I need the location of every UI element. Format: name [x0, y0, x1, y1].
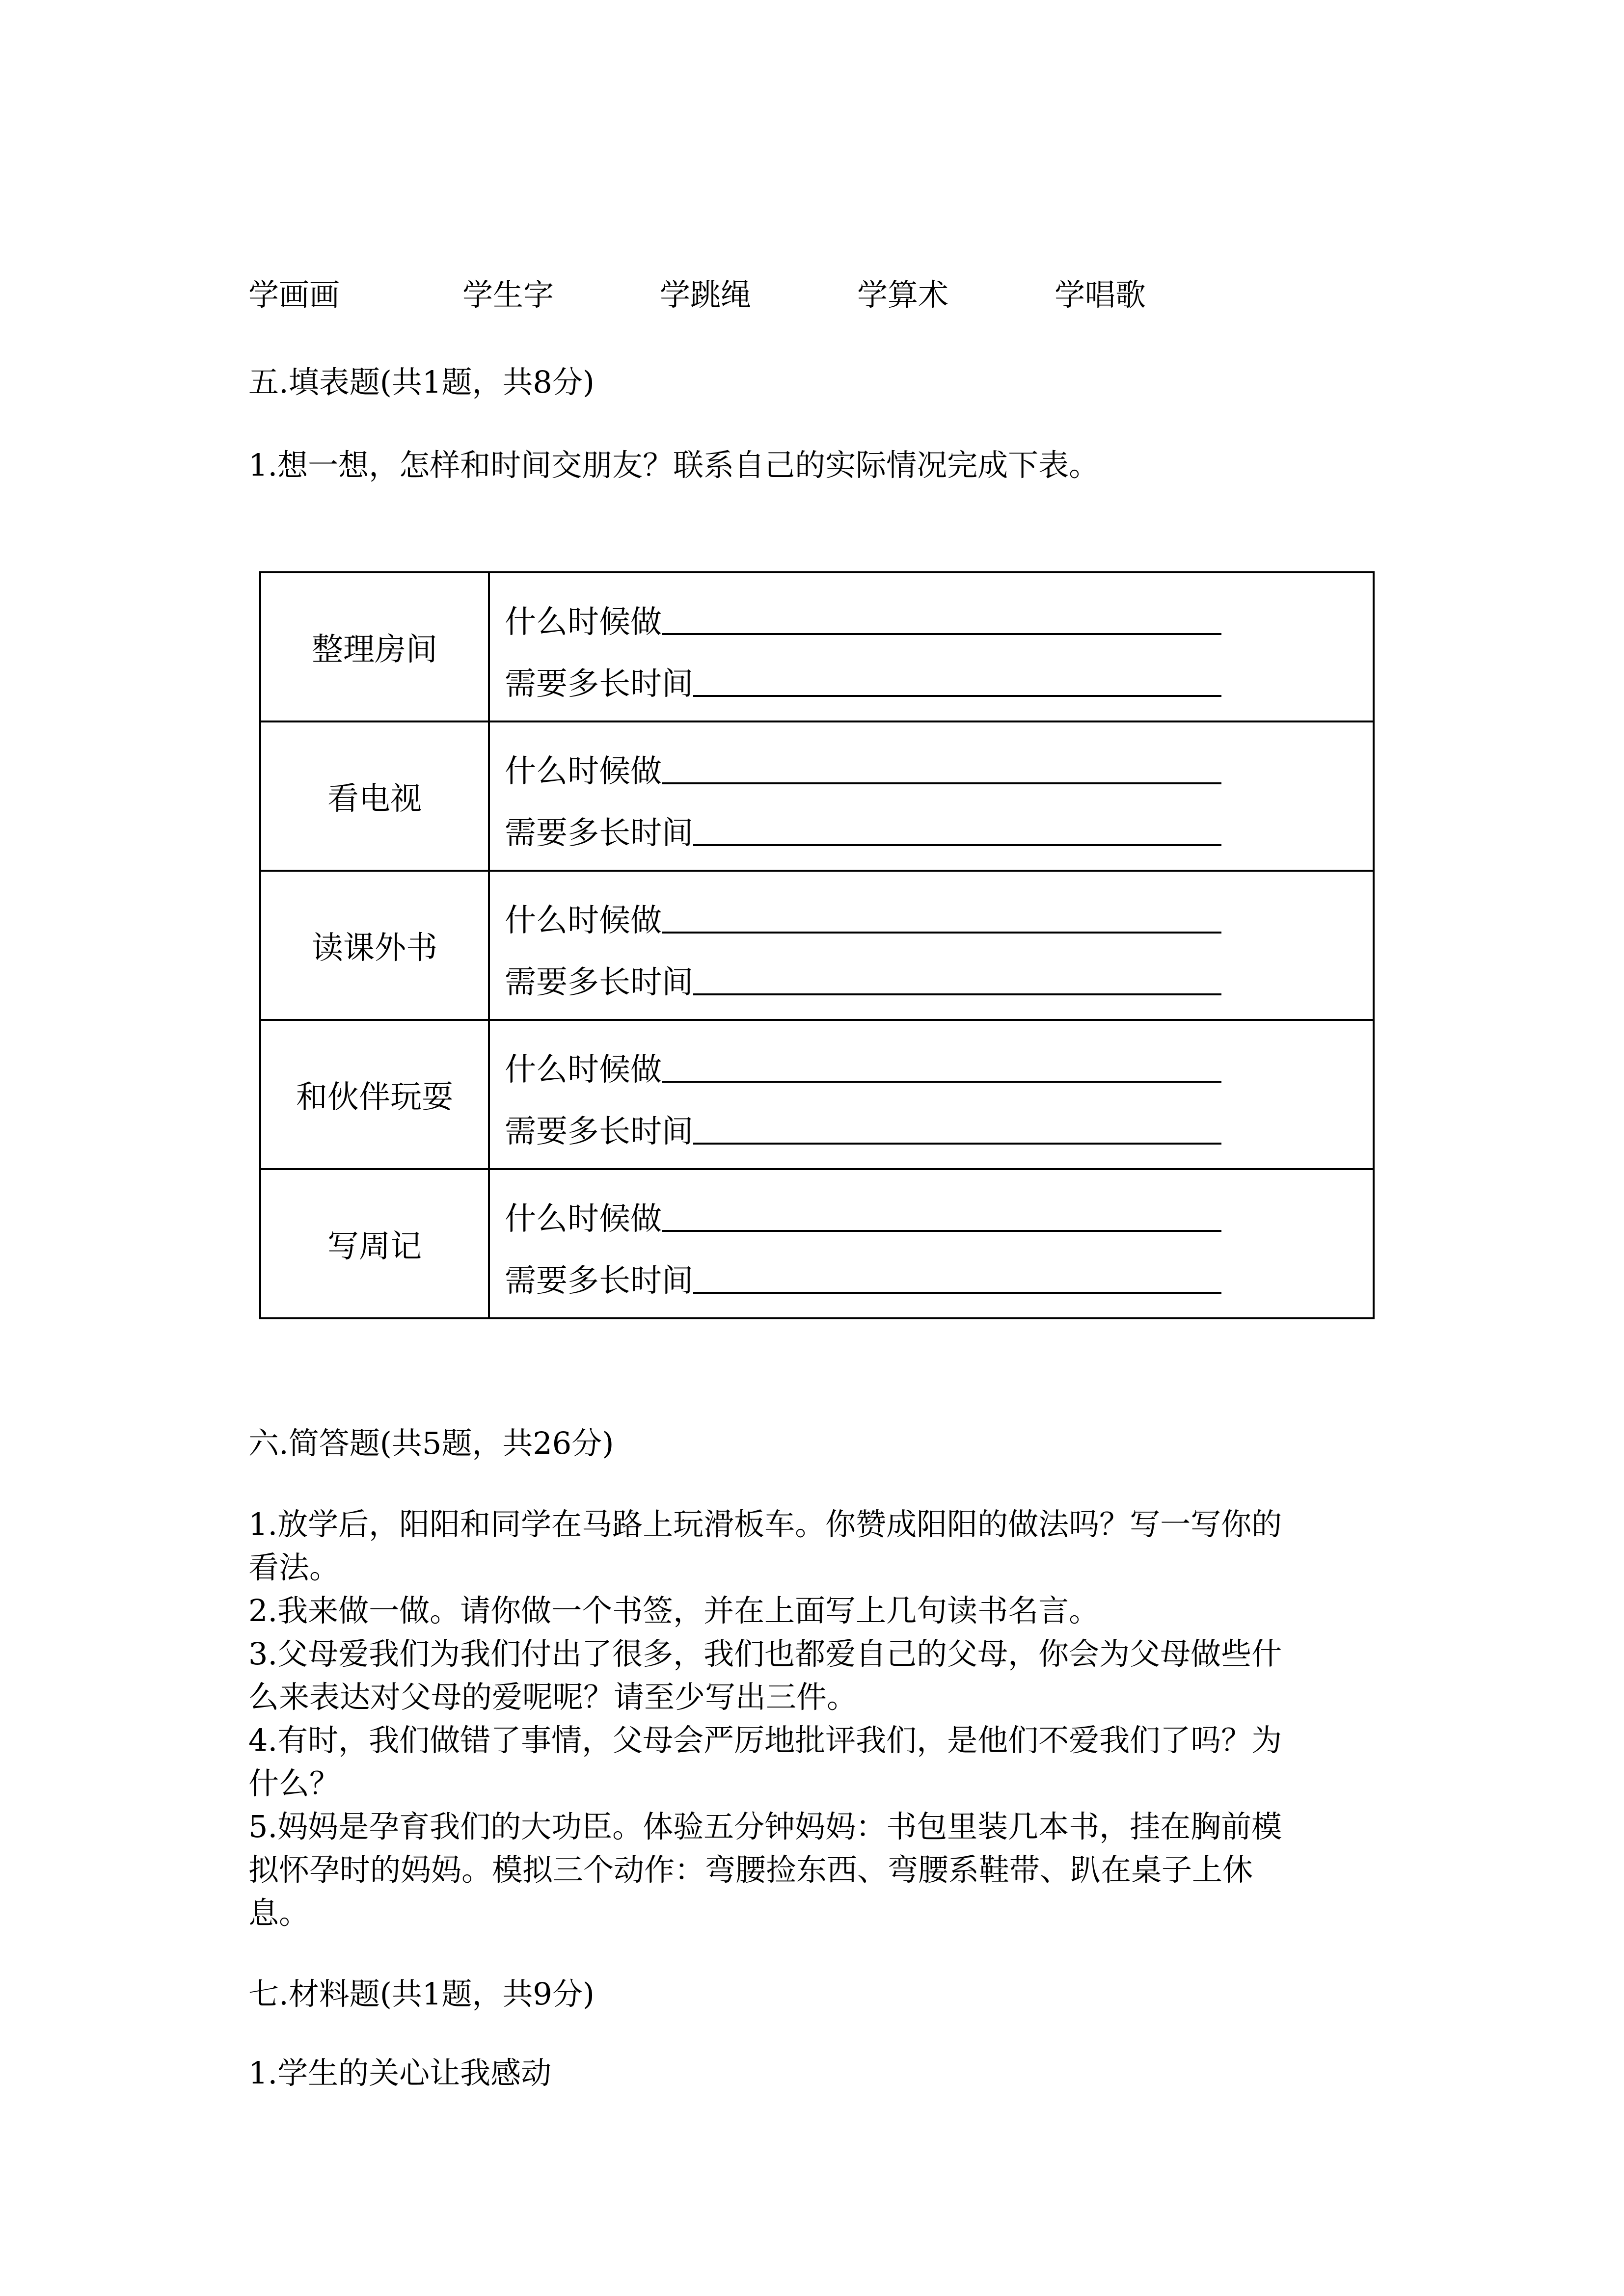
when-line [505, 1041, 1373, 1086]
when-blank[interactable] [662, 932, 1221, 934]
when-label: 什么时候做 [505, 604, 662, 641]
time-plan-table [259, 571, 1375, 1319]
when-label: 什么时候做 [505, 753, 662, 790]
when-line [505, 594, 1373, 641]
question-line: 么来表达对父母的爱呢呢？请至少写出三件。 [248, 1679, 858, 1715]
when-blank[interactable] [662, 1081, 1221, 1083]
question-line: 看法。 [248, 1549, 340, 1585]
when-blank[interactable] [662, 633, 1221, 635]
question-line: 3.父母爱我们为我们付出了很多，我们也都爱自己的父母，你会为父母做些什 [248, 1636, 1282, 1672]
activity-cell: 整理房间 [260, 572, 489, 721]
when-line [505, 892, 1373, 939]
duration-line [505, 1253, 1373, 1297]
when-label: 什么时候做 [505, 1201, 662, 1237]
question-text: 1.想一想，怎样和时间交朋友？联系自己的实际情况完成下表。 [248, 447, 1100, 483]
answer-cell [489, 1169, 1374, 1318]
activity-cell: 写周记 [260, 1169, 489, 1318]
duration-blank[interactable] [693, 1292, 1221, 1294]
section-heading: 七.材料题(共1题，共9分) [248, 1976, 595, 2012]
duration-line [505, 656, 1373, 700]
when-blank[interactable] [662, 1230, 1221, 1232]
activity-word: 学画画 [248, 277, 340, 313]
duration-blank[interactable] [693, 993, 1221, 995]
question-line: 什么？ [248, 1765, 340, 1801]
activity-word: 学算术 [857, 277, 949, 313]
activity-cell: 和伙伴玩耍 [260, 1020, 489, 1169]
when-label: 什么时候做 [505, 1052, 662, 1088]
table-row [260, 871, 1374, 1020]
duration-blank[interactable] [693, 844, 1221, 846]
duration-label: 需要多长时间 [505, 815, 693, 852]
section-heading: 六.简答题(共5题，共26分) [248, 1425, 614, 1461]
activity-cell: 读课外书 [260, 871, 489, 1020]
question-line: 2.我来做一做。请你做一个书签，并在上面写上几句读书名言。 [248, 1593, 1100, 1629]
duration-line [505, 1103, 1373, 1148]
activity-word: 学唱歌 [1055, 277, 1146, 313]
duration-label: 需要多长时间 [505, 666, 693, 702]
duration-line [505, 954, 1373, 1001]
when-blank[interactable] [662, 782, 1221, 784]
duration-label: 需要多长时间 [505, 1114, 693, 1150]
answer-cell [489, 721, 1374, 871]
answer-cell [489, 1020, 1374, 1169]
question-line: 5.妈妈是孕育我们的大功臣。体验五分钟妈妈：书包里装几本书，挂在胸前模 [248, 1809, 1282, 1844]
table-row [260, 721, 1374, 871]
table-row [260, 572, 1374, 721]
duration-blank[interactable] [693, 695, 1221, 697]
when-line [505, 1191, 1373, 1235]
answer-cell [489, 572, 1374, 721]
question-line: 拟怀孕时的妈妈。模拟三个动作：弯腰捡东西、弯腰系鞋带、趴在桌子上休 [248, 1852, 1253, 1888]
activity-cell: 看电视 [260, 721, 489, 871]
table-row [260, 1169, 1374, 1318]
question-line: 息。 [248, 1895, 310, 1931]
when-label: 什么时候做 [505, 903, 662, 939]
table-row [260, 1020, 1374, 1169]
duration-label: 需要多长时间 [505, 1263, 693, 1299]
duration-line [505, 805, 1373, 852]
duration-label: 需要多长时间 [505, 964, 693, 1001]
question-text: 1.学生的关心让我感动 [248, 2055, 552, 2091]
when-line [505, 743, 1373, 790]
answer-cell [489, 871, 1374, 1020]
section-heading: 五.填表题(共1题，共8分) [248, 364, 595, 400]
duration-blank[interactable] [693, 1143, 1221, 1145]
question-line: 4.有时，我们做错了事情，父母会严厉地批评我们，是他们不爱我们了吗？为 [248, 1722, 1282, 1758]
question-line: 1.放学后，阳阳和同学在马路上玩滑板车。你赞成阳阳的做法吗？写一写你的 [248, 1506, 1282, 1542]
activity-word: 学跳绳 [660, 277, 752, 313]
activity-word: 学生字 [462, 277, 554, 313]
